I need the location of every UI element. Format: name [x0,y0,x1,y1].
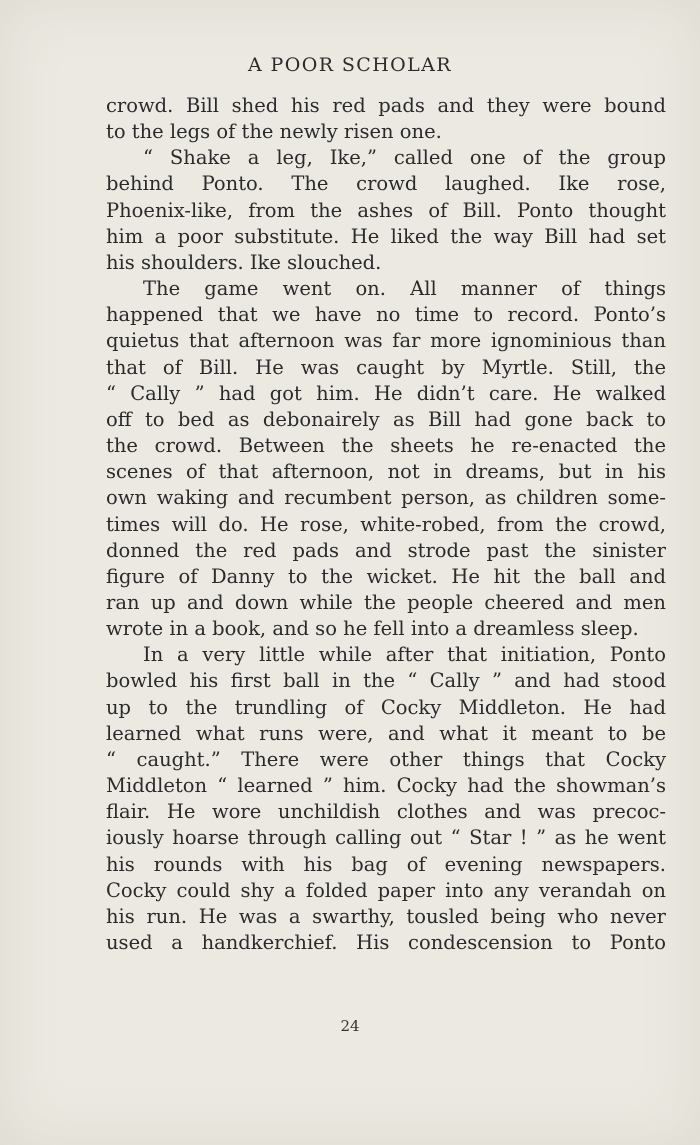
text-line: iously hoarse through calling out “ Star ! ” as he went [106,826,666,850]
text-line: Phoenix-like, from the ashes of Bill. Ponto thought [106,198,666,222]
text-line: his shoulders. Ike slouched. [106,250,382,274]
text-line: the crowd. Between the sheets he re-enacted the [106,434,666,458]
paragraph [106,276,666,642]
text-line: “ Cally ” had got him. He didn’t care. He walked [106,381,666,405]
text-line: The game went on. All manner of things [143,277,666,301]
paragraph [106,93,666,145]
text-line: up to the trundling of Cocky Middleton. He had [106,695,666,719]
text-line: Cocky could shy a folded paper into any verandah on [106,878,666,902]
text-line: learned what runs were, and what it meant to be [106,721,666,745]
text-line: figure of Danny to the wicket. He hit the ball and [106,564,666,588]
text-line: quietus that afternoon was far more ignominious than [106,329,666,353]
body-text [106,93,666,956]
text-line: In a very little while after that initiation, Ponto [143,643,666,667]
text-line: wrote in a book, and so he fell into a dreamless sleep. [106,617,639,641]
text-line: crowd. Bill shed his red pads and they were bound [106,94,666,117]
text-line: his run. He was a swarthy, tousled being who never [106,904,666,928]
text-line: behind Ponto. The crowd laughed. Ike rose, [106,172,666,196]
text-line: happened that we have no time to record. Ponto’s [106,303,666,327]
text-line: him a poor substitute. He liked the way Bill had set [106,224,666,248]
paragraph [106,145,666,276]
text-line: his rounds with his bag of evening newspapers. [106,852,666,876]
running-head: A POOR SCHOLAR [248,54,452,76]
text-line: “ caught.” There were other things that Cocky [106,747,666,771]
text-line: “ Shake a leg, Ike,” called one of the group [143,146,666,170]
text-line: donned the red pads and strode past the sinister [106,538,666,562]
text-line: bowled his first ball in the “ Cally ” and had stood [106,669,666,693]
text-line: to the legs of the newly risen one. [106,120,442,144]
text-line: off to bed as debonairely as Bill had gone back to [106,407,666,431]
text-line: flair. He wore unchildish clothes and was precoc- [106,800,666,824]
text-line: own waking and recumbent person, as children some- [106,486,666,510]
text-line: used a handkerchief. His condescension to Ponto [106,931,666,954]
page-number: 24 [340,1017,360,1035]
text-line: that of Bill. He was caught by Myrtle. Still, the [106,355,666,379]
text-line: Middleton “ learned ” him. Cocky had the showman’s [106,774,666,798]
text-line: ran up and down while the people cheered and men [106,590,666,614]
text-line: times will do. He rose, white-robed, from the crowd, [106,512,666,536]
text-line: scenes of that afternoon, not in dreams, but in his [106,460,666,484]
paragraph [106,642,666,956]
